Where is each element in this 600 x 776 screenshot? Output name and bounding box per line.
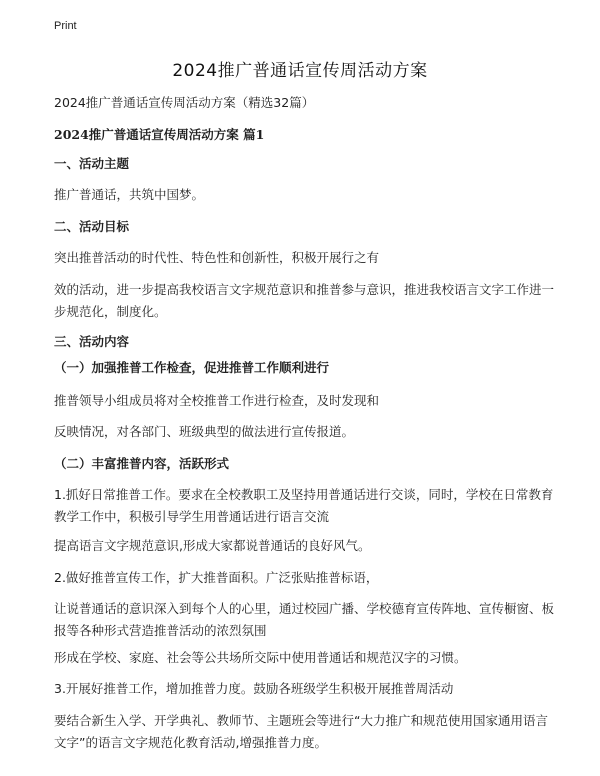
- paragraph-theme: 推广普通话，共筑中国梦。: [54, 187, 205, 202]
- heading-theme: 一、活动主题: [54, 156, 130, 171]
- section-title: 2024推广普通话宣传周活动方案 篇1: [54, 127, 265, 142]
- subheading-inspection: （一）加强推普工作检查，促进推普工作顺利进行: [54, 360, 330, 375]
- paragraph-publicity-2: 让说普通话的意识深入到每个人的心里，通过校园广播、学校德育宣传阵地、宣传橱窗、板报等各种形式营造推普活动的浓烈氛围: [54, 601, 555, 638]
- paragraph-inspection-1: 推普领导小组成员将对全校推普工作进行检查，及时发现和: [54, 393, 380, 408]
- heading-content: 三、活动内容: [54, 334, 130, 349]
- print-link[interactable]: Print: [54, 20, 77, 32]
- paragraph-goals-2: 效的活动，进一步提高我校语言文字规范意识和推普参与意识，推进我校语言文字工作进一步规范化，制度化。: [54, 282, 555, 319]
- paragraph-strength-2: 要结合新生入学、开学典礼、教师节、主题班会等进行“大力推广和规范使用国家通用语言文字”的语言文字规范化教育活动,增强推普力度。: [54, 713, 548, 750]
- document-subtitle: 2024推广普通话宣传周活动方案（精选32篇）: [54, 95, 315, 110]
- paragraph-strength-1: 3.开展好推普工作，增加推普力度。鼓励各班级学生积极开展推普周活动: [54, 681, 454, 696]
- paragraph-daily-work: 1.抓好日常推普工作。要求在全校教职工及坚持用普通话进行交谈，同时，学校在日常教育教学工作中，积极引导学生用普通话进行语言交流: [54, 487, 554, 524]
- subheading-content: （二）丰富推普内容，活跃形式: [54, 456, 230, 471]
- document-title: 2024推广普通话宣传周活动方案: [172, 61, 428, 81]
- paragraph-publicity-3: 形成在学校、家庭、社会等公共场所交际中使用普通话和规范汉字的习惯。: [54, 650, 467, 665]
- paragraph-inspection-2: 反映情况，对各部门、班级典型的做法进行宣传报道。: [54, 424, 355, 439]
- heading-goals: 二、活动目标: [54, 219, 130, 234]
- paragraph-publicity-1: 2.做好推普宣传工作，扩大推普面积。广泛张贴推普标语，: [54, 570, 379, 585]
- paragraph-daily-work-2: 提高语言文字规范意识,形成大家都说普通话的良好风气。: [54, 538, 371, 553]
- paragraph-goals-1: 突出推普活动的时代性、特色性和创新性，积极开展行之有: [54, 250, 380, 265]
